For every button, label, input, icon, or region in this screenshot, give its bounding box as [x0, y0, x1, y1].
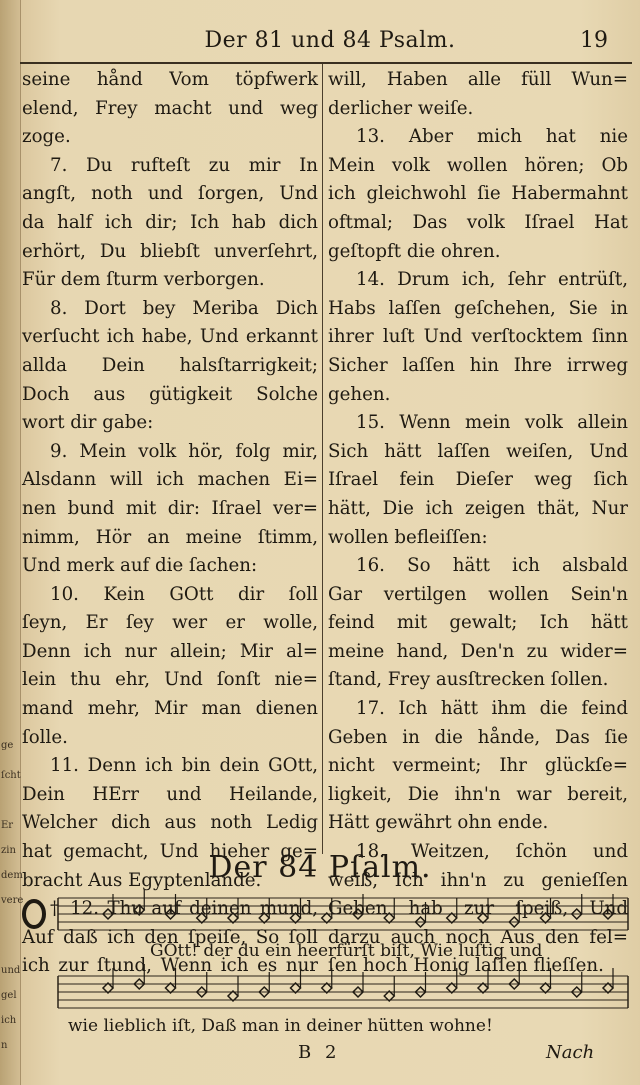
text-line: darzu auch noch Aus den fel=: [328, 926, 628, 948]
page-number: 19: [580, 28, 608, 53]
text-line: ligkeit, Die ihn'n war bereit,: [328, 783, 628, 805]
lyric-line-2: wie lieblich iſt, Daß man in deiner hütten wohne!: [68, 1016, 493, 1036]
text-line: 14. Drum ich, ſehr entrüſt,: [356, 269, 628, 291]
text-line: erhört, Du bliebſt unverſehrt,: [22, 240, 318, 262]
text-line: 8. Dort bey Meriba Dich: [50, 297, 318, 319]
text-line: Dein HErr und Heilande,: [22, 783, 318, 805]
text-line: oftmal; Das volk Iſrael Hat: [328, 211, 628, 233]
text-line: lein thu ehr, Und ſonſt nie=: [22, 669, 318, 691]
lyric-line-1: GOtt! der du ein heerfürſt biſt, Wie luſtig und: [150, 941, 543, 961]
text-line: Iſrael fein Dieſer weg ſich: [328, 469, 628, 491]
text-line: ich zur ſtund, Wenn ich es nur: [22, 955, 318, 977]
text-line: nimm, Hör an meine ſtimm,: [22, 526, 318, 548]
text-line: 13. Aber mich hat nie: [356, 126, 628, 148]
margin-fragment: ge: [1, 740, 14, 751]
margin-fragment: ich: [1, 1015, 17, 1026]
text-line: Mein volk wollen hören; Ob: [328, 154, 628, 176]
text-line: seine hånd Vom töpfwerk: [22, 69, 318, 90]
text-line: 7. Du rufteſt zu mir In: [50, 154, 318, 176]
header-rule: [20, 62, 632, 64]
text-line: Doch aus gütigkeit Solche: [22, 383, 318, 405]
text-line: angſt, noth und ſorgen, Und: [22, 183, 318, 205]
clef-sign: [24, 901, 44, 927]
text-line: verſucht ich habe, Und erkannt: [22, 326, 318, 348]
text-line: geſtopft die ohren.: [328, 240, 501, 262]
text-line: derlicher weiſe.: [328, 97, 474, 119]
catchword: Nach: [546, 1042, 595, 1063]
text-line: Und merk auf die ſachen:: [22, 555, 258, 577]
margin-fragment: n: [1, 1040, 8, 1051]
right-text-column: [328, 66, 628, 981]
text-line: Geben in die hånde, Das ſie: [328, 726, 628, 748]
text-line: nicht vermeint; Ihr glückſe=: [328, 755, 628, 777]
text-line: wort dir gabe:: [22, 412, 154, 434]
text-line: bracht Aus Egyptenlande.: [22, 869, 262, 891]
text-line: mand mehr, Mir man dienen: [22, 698, 318, 720]
margin-fragment: Er: [1, 820, 14, 831]
text-line: feind mit gewalt; Ich hätt: [328, 612, 628, 634]
text-line: wollen befleiſſen:: [328, 526, 488, 548]
text-line: meine hand, Den'n zu wider=: [328, 640, 628, 662]
text-line: Für dem ſturm verborgen.: [22, 269, 265, 291]
text-line: ihrer luſt Und verſtocktem ſinn: [328, 326, 628, 348]
text-line: will, Haben alle füll Wun=: [328, 69, 628, 90]
text-line: 18. Weitzen, ſchön und: [356, 841, 628, 863]
text-line: 16. So hätt ich alsbald: [356, 555, 628, 577]
text-line: 10. Kein GOtt dir ſoll: [50, 583, 318, 605]
text-line: 9. Mein volk hör, folg mir,: [50, 440, 318, 462]
text-line: weiß, Ich ihn'n zu genieſſen: [328, 869, 628, 891]
text-line: elend, Frey macht und weg: [22, 97, 318, 119]
text-line: † 12. Thu auf deinen mund,: [50, 898, 318, 920]
text-line: Geben hab zur ſpeiß, Und: [328, 898, 628, 920]
text-line: ſtand, Frey ausſtrecken ſollen.: [328, 669, 609, 691]
margin-fragment: ſcht: [1, 770, 21, 781]
text-line: ſeyn, Er ſey wer er wolle,: [22, 612, 318, 634]
text-line: hätt, Die ich zeigen thät, Nur: [328, 497, 628, 519]
text-line: Alsdann will ich machen Ei=: [22, 469, 318, 491]
text-line: nen bund mit dir: Iſrael ver=: [22, 497, 318, 519]
text-line: Habs laſſen geſchehen, Sie in: [328, 297, 628, 319]
margin-fragment: zin: [1, 845, 16, 856]
text-line: Gar vertilgen wollen Sein'n: [328, 583, 628, 605]
margin-fragment: dem: [1, 870, 23, 881]
text-line: Auf daß ich den ſpeiſe, So ſoll: [22, 926, 318, 948]
text-line: hat gemacht, Und hieher ge=: [22, 841, 318, 863]
text-line: Sich hätt laſſen weiſen, Und: [328, 440, 628, 462]
text-line: Denn ich nur allein; Mir al=: [22, 640, 318, 662]
text-line: Hätt gewährt ohn ende.: [328, 812, 549, 834]
signature-mark: B 2: [298, 1042, 341, 1063]
margin-fragment: vere: [1, 895, 24, 906]
margin-fragment: gel: [1, 990, 17, 1001]
text-line: ich gleichwohl ſie Habermahnt: [328, 183, 628, 205]
psalm-84-heading: Der 84 Pſalm.: [208, 850, 432, 885]
text-line: 17. Ich hätt ihm die feind: [356, 698, 628, 720]
text-line: ſolle.: [22, 726, 68, 748]
text-line: Welcher dich aus noth Ledig: [22, 812, 318, 834]
left-text-column: [22, 66, 318, 981]
column-divider: [322, 64, 323, 854]
text-line: allda Dein halsſtarrigkeit;: [22, 354, 318, 376]
text-line: 11. Denn ich bin dein GOtt,: [50, 755, 318, 777]
text-line: 15. Wenn mein volk allein: [356, 412, 628, 434]
text-line: zoge.: [22, 126, 71, 148]
text-line: ſen hoch Honig laſſen flieſſen.: [328, 955, 604, 977]
margin-fragment: und: [1, 965, 21, 976]
text-line: gehen.: [328, 383, 391, 405]
text-line: Sicher laſſen hin Ihre irrweg: [328, 354, 628, 376]
text-line: da half ich dir; Ich hab dich: [22, 211, 318, 233]
running-title: Der 81 und 84 Psalm.: [204, 28, 456, 53]
